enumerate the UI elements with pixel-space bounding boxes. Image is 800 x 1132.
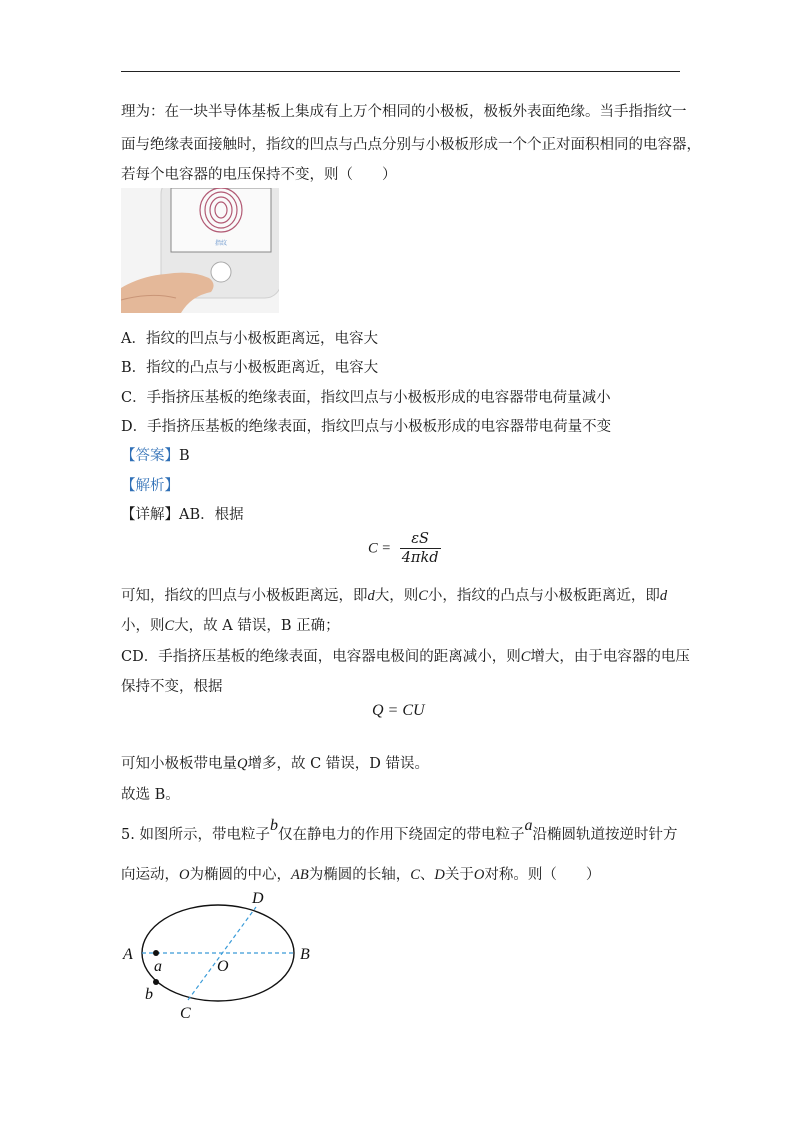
q5-text-7: 、 bbox=[419, 867, 435, 883]
q5-text-8: 关于 bbox=[444, 867, 474, 883]
explain1-var-c2: C bbox=[164, 618, 175, 634]
detail-text: AB．根据 bbox=[179, 507, 244, 523]
formula1-fraction bbox=[400, 530, 441, 567]
question-line-2: 面与绝缘表面接触时，指纹的凹点与凸点分别与小极板形成一个个正对面积相同的电容器， bbox=[121, 137, 701, 153]
explain1-var-c: C bbox=[418, 588, 428, 604]
q5-text-6: 为椭圆的长轴， bbox=[308, 867, 411, 883]
header-rule bbox=[121, 71, 680, 72]
analysis-line bbox=[121, 474, 179, 495]
particle-b bbox=[153, 979, 159, 985]
formula-charge: Q = CU bbox=[372, 702, 425, 719]
detail-line bbox=[121, 503, 244, 524]
explain-line-4: 保持不变，根据 bbox=[121, 679, 223, 695]
q5-var-b: b bbox=[269, 817, 278, 834]
formula1-lhs: C = bbox=[368, 540, 392, 557]
question-line-3: 若每个电容器的电压保持不变，则（ ） bbox=[121, 167, 397, 183]
explain1-text-1: 可知，指纹的凹点与小极板距离远，即 bbox=[121, 588, 368, 604]
option-c: C．手指挤压基板的绝缘表面，指纹凹点与小极板形成的电容器带电荷量减小 bbox=[121, 390, 611, 406]
q5-line-2 bbox=[121, 863, 600, 884]
explain2-var-c: C bbox=[520, 649, 531, 665]
particle-a bbox=[153, 950, 159, 956]
label-a-particle: a bbox=[154, 958, 162, 975]
analysis-tag: 【解析】 bbox=[121, 478, 179, 494]
q5-text-1: 5. 如图所示，带电粒子 bbox=[121, 827, 270, 843]
explain2-text-2: 增大，由于电容器的电压 bbox=[530, 649, 690, 665]
explain-line-2 bbox=[121, 614, 340, 635]
explain1-text-5: 大，故 A 错误，B 正确； bbox=[174, 618, 340, 634]
phone-screen-label: 指纹 bbox=[214, 240, 228, 247]
q5-text-5: 为椭圆的中心， bbox=[189, 867, 291, 883]
option-b: B．指纹的凸点与小极板距离近，电容大 bbox=[121, 360, 379, 376]
fingerprint-phone-image bbox=[121, 188, 279, 313]
q5-text-9: 对称。则（ ） bbox=[484, 867, 601, 883]
formula1-numerator: εS bbox=[400, 530, 441, 549]
q5-text-4: 向运动， bbox=[121, 867, 179, 883]
formula-capacitance bbox=[368, 530, 441, 567]
explain3-text-2: 增多，故 C 错误，D 错误。 bbox=[247, 756, 430, 772]
detail-tag: 【详解】 bbox=[121, 507, 179, 523]
q5-line-1 bbox=[121, 817, 678, 844]
q5-var-d: D bbox=[434, 867, 445, 883]
question-line-1: 理为：在一块半导体基板上集成有上万个相同的小极板，极板外表面绝缘。当手指指纹一 bbox=[121, 104, 687, 120]
label-b-point: B bbox=[300, 946, 310, 963]
q5-var-a: a bbox=[524, 817, 533, 834]
q5-var-c: C bbox=[410, 867, 420, 883]
q5-var-o2: O bbox=[473, 867, 485, 883]
explain-line-5 bbox=[121, 752, 429, 773]
ellipse-orbit-diagram bbox=[118, 887, 328, 1022]
explain1-var-d2: d bbox=[659, 588, 668, 604]
explain1-var-d: d bbox=[367, 588, 375, 604]
label-c-point: C bbox=[180, 1005, 191, 1022]
explain2-text-1: CD．手指挤压基板的绝缘表面，电容器电极间的距离减小，则 bbox=[121, 649, 521, 665]
answer-line bbox=[121, 444, 190, 465]
option-d: D．手指挤压基板的绝缘表面，指纹凹点与小极板形成的电容器带电荷量不变 bbox=[121, 419, 612, 435]
explain1-text-2: 大，则 bbox=[374, 588, 419, 604]
label-a-point: A bbox=[123, 946, 133, 963]
q5-var-ab: AB bbox=[290, 867, 309, 883]
explain-line-3 bbox=[121, 645, 690, 666]
label-d-point: D bbox=[252, 890, 264, 907]
q5-var-o: O bbox=[179, 867, 190, 883]
explain3-text-1: 可知小极板带电量 bbox=[121, 756, 237, 772]
conclusion-line: 故选 B。 bbox=[121, 787, 180, 803]
answer-value: B bbox=[179, 448, 190, 464]
label-b-particle: b bbox=[145, 986, 153, 1003]
answer-tag: 【答案】 bbox=[121, 448, 179, 464]
label-o-center: O bbox=[217, 958, 229, 975]
explain-line-1 bbox=[121, 584, 667, 605]
q5-text-3: 沿椭圆轨道按逆时针方 bbox=[532, 827, 678, 843]
q5-text-2: 仅在静电力的作用下绕固定的带电粒子 bbox=[277, 827, 525, 843]
explain1-text-4: 小，则 bbox=[121, 618, 165, 634]
formula1-denominator: 4πkd bbox=[401, 550, 439, 566]
option-a: A．指纹的凹点与小极板距离远，电容大 bbox=[121, 331, 378, 347]
explain3-var-q: Q bbox=[237, 756, 248, 772]
explain1-text-3: 小，指纹的凸点与小极板距离近，即 bbox=[427, 588, 660, 604]
